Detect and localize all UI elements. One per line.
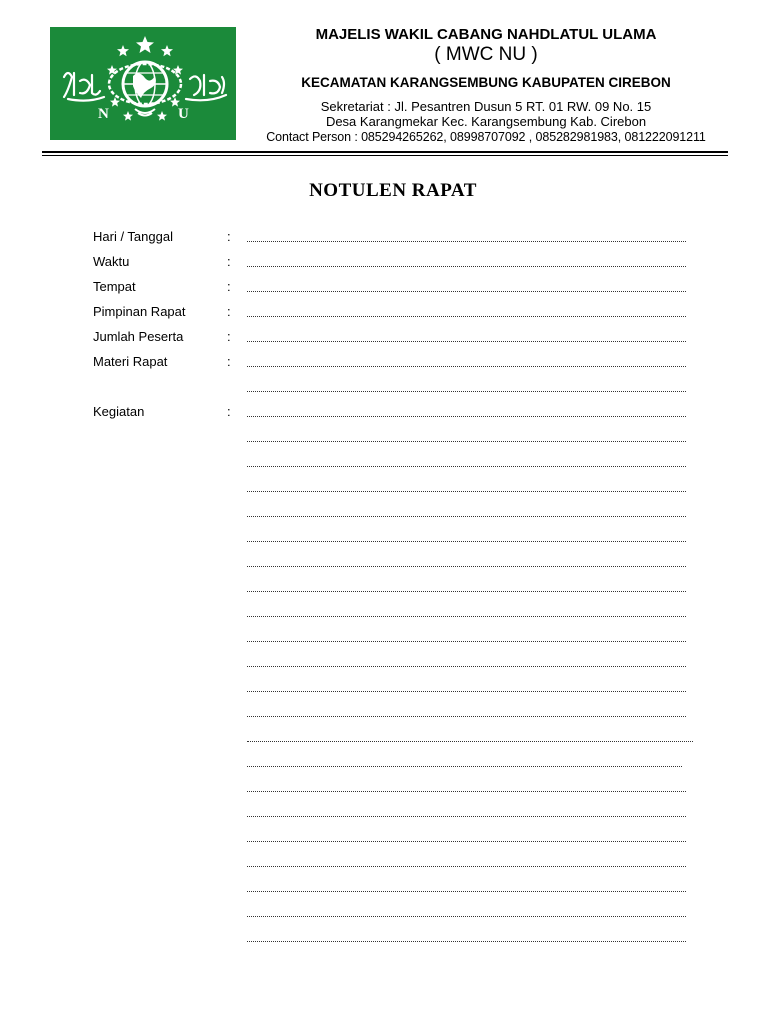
field-waktu [93, 254, 713, 272]
document-title: NOTULEN RAPAT [309, 180, 477, 201]
field-jumlah-peserta [93, 329, 713, 347]
fill-line[interactable] [247, 666, 686, 667]
fill-line[interactable] [247, 791, 686, 792]
field-colon: : [227, 304, 231, 319]
fill-line[interactable] [247, 266, 686, 267]
fill-line[interactable] [247, 466, 686, 467]
address-line-2: Desa Karangmekar Kec. Karangsembung Kab. Cirebon [325, 114, 647, 129]
fill-line[interactable] [247, 816, 686, 817]
fill-line[interactable] [247, 591, 686, 592]
org-name: MAJELIS WAKIL CABANG NAHDLATUL ULAMA [315, 26, 657, 43]
fill-line[interactable] [247, 341, 686, 342]
field-colon: : [227, 354, 231, 369]
logo-letter-u: U [178, 106, 189, 122]
field-label: Kegiatan [93, 404, 145, 419]
address-line-1: Sekretariat : Jl. Pesantren Dusun 5 RT. 01 RW. 09 No. 15 [320, 99, 652, 114]
field-colon: : [227, 279, 231, 294]
fill-line[interactable] [247, 566, 686, 567]
field-pimpinan-rapat [93, 304, 713, 322]
field-colon: : [227, 404, 231, 419]
field-label: Tempat [93, 279, 136, 294]
field-label: Materi Rapat [93, 354, 168, 369]
field-colon: : [227, 329, 231, 344]
nu-emblem-icon [50, 27, 236, 140]
nu-logo [50, 27, 236, 140]
logo-letter-n: N [98, 106, 109, 122]
fill-line[interactable] [247, 416, 686, 417]
fill-line[interactable] [247, 391, 686, 392]
fill-line[interactable] [247, 691, 686, 692]
fill-line[interactable] [247, 516, 686, 517]
fill-line[interactable] [247, 241, 686, 242]
org-abbrev: ( MWC NU ) [434, 44, 538, 65]
fill-line[interactable] [247, 891, 686, 892]
field-label: Pimpinan Rapat [93, 304, 186, 319]
fill-line[interactable] [247, 366, 686, 367]
field-colon: : [227, 229, 231, 244]
field-materi-rapat [93, 354, 713, 372]
fill-line[interactable] [247, 541, 686, 542]
fill-line[interactable] [247, 941, 686, 942]
field-hari-tanggal [93, 229, 713, 247]
contact-line: Contact Person : 085294265262, 08998707092 , 085282981983, 081222091211 [266, 130, 706, 144]
fill-line[interactable] [247, 841, 686, 842]
fill-line[interactable] [247, 316, 686, 317]
field-colon: : [227, 254, 231, 269]
field-label: Waktu [93, 254, 130, 269]
fill-line[interactable] [247, 741, 693, 742]
field-kegiatan [93, 404, 713, 422]
field-label: Jumlah Peserta [93, 329, 184, 344]
header-rule-thick [42, 151, 728, 153]
fill-line[interactable] [247, 866, 686, 867]
fill-line[interactable] [247, 916, 686, 917]
district-name: KECAMATAN KARANGSEMBUNG KABUPATEN CIREBON [301, 75, 671, 90]
fill-line[interactable] [247, 491, 686, 492]
fill-line[interactable] [247, 641, 686, 642]
fill-line[interactable] [247, 291, 686, 292]
fill-line[interactable] [247, 766, 682, 767]
field-tempat [93, 279, 713, 297]
field-label: Hari / Tanggal [93, 229, 173, 244]
header-rule-thin [42, 155, 728, 156]
fill-line[interactable] [247, 616, 686, 617]
fill-line[interactable] [247, 716, 686, 717]
fill-line[interactable] [247, 441, 686, 442]
